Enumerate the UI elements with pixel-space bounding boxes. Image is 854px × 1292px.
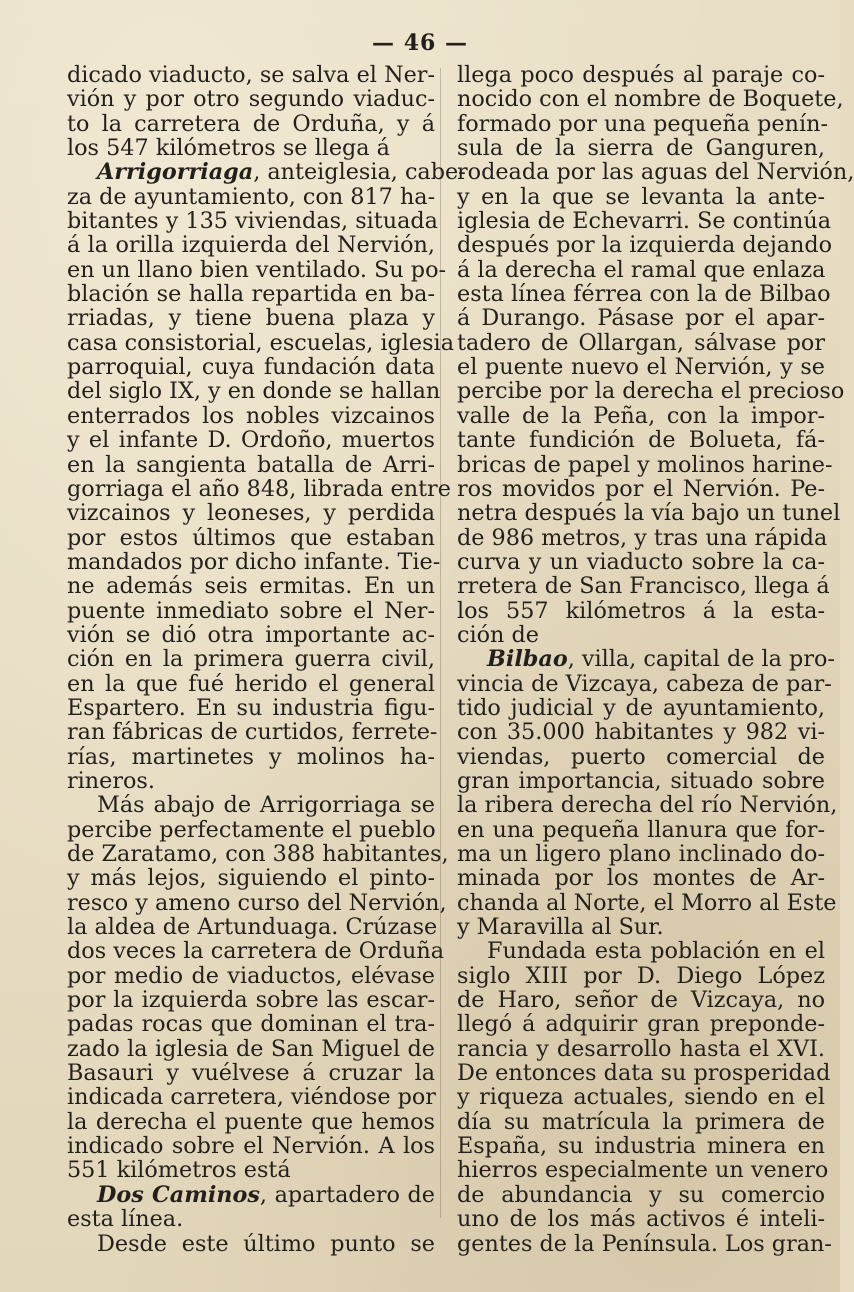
text-line <box>457 573 830 600</box>
text-line <box>67 87 435 111</box>
line-text: indicado sobre el Nervión. A los <box>67 1133 435 1160</box>
text-line <box>457 1134 825 1158</box>
line-text: rodeada por las aguas del Nervión, <box>457 159 854 186</box>
text-line <box>457 477 825 501</box>
line-text: y en la que se levanta la ante- <box>457 183 825 210</box>
text-line <box>457 355 825 379</box>
text-line <box>457 63 825 87</box>
line-text: rancia y desarrollo hasta el XVI. <box>457 1035 825 1062</box>
line-text: minada por los montes de Ar- <box>457 865 825 892</box>
text-line <box>67 112 435 136</box>
text-line <box>67 719 438 746</box>
text-line <box>457 670 832 697</box>
text-line <box>67 841 449 867</box>
text-line <box>457 1230 832 1257</box>
text-line <box>67 647 435 671</box>
line-text: percibe por la derecha el precioso <box>457 378 845 405</box>
text-line <box>67 623 435 647</box>
text-line <box>67 208 438 235</box>
line-text: á la orilla izquierda del Nervión, <box>67 232 435 259</box>
text-line <box>457 378 845 405</box>
line-text: uno de los más activos é inteli- <box>457 1206 825 1233</box>
line-text: ción de <box>457 621 539 648</box>
text-line <box>457 1060 831 1087</box>
line-text: ros movidos por el Nervión. Pe- <box>457 475 825 502</box>
line-text: vizcainos y leoneses, y perdida <box>67 500 435 527</box>
text-line <box>67 355 435 379</box>
line-text: ción en la primera guerra civil, <box>67 646 435 673</box>
line-text: ma un ligero plano inclinado do- <box>457 841 825 867</box>
line-text: de Haro, señor de Vizcaya, no <box>457 987 825 1014</box>
line-text: puente inmediato sobre el Ner- <box>67 597 435 624</box>
text-line <box>67 1085 435 1109</box>
text-line <box>457 86 844 113</box>
line-text: en una pequeña llanura que for- <box>457 816 825 843</box>
right-column <box>457 62 854 1257</box>
line-text: por estos últimos que estaban <box>67 524 435 551</box>
line-text: del siglo IX, y en donde se hallan <box>67 378 441 405</box>
text-line <box>67 233 435 257</box>
text-line <box>457 939 825 963</box>
place-name: Arrigorriaga <box>97 159 254 186</box>
text-line <box>67 1110 435 1134</box>
text-line <box>457 769 825 793</box>
text-line <box>67 988 435 1012</box>
text-line <box>67 793 435 817</box>
line-text: mandados por dicho infante. Tie- <box>67 548 441 575</box>
line-text: día su matrícula la primera de <box>457 1108 825 1135</box>
line-text: á la derecha el ramal que enlaza <box>457 256 826 283</box>
line-text: tante fundición de Bolueta, fá- <box>457 427 825 454</box>
text-line <box>457 1085 825 1109</box>
line-text: iglesia de Echevarri. Se continúa <box>457 208 832 235</box>
text-line <box>67 1134 435 1158</box>
text-line <box>457 915 825 939</box>
line-text: vincia de Vizcaya, cabeza de par- <box>457 670 832 697</box>
left-column <box>67 62 466 1257</box>
place-name: Bilbao <box>487 646 568 673</box>
line-text: casa consistorial, escuelas, iglesia <box>67 329 454 356</box>
text-line <box>67 136 435 160</box>
line-text: gorriaga el año 848, librada entre <box>67 475 451 502</box>
line-text: vión y por otro segundo viaduc- <box>67 86 435 113</box>
line-text: Desde este último punto se <box>97 1230 435 1257</box>
text-line <box>457 842 825 866</box>
text-line <box>457 792 838 819</box>
text-line <box>67 1183 435 1207</box>
line-text: por medio de viaductos, elévase <box>67 962 435 989</box>
text-line <box>67 889 447 916</box>
line-text: y Maravilla al Sur. <box>457 914 664 941</box>
line-text: de 986 metros, y tras una rápida <box>457 524 828 551</box>
line-text: vión se dió otra importante ac- <box>67 621 435 648</box>
text-line <box>457 232 833 259</box>
text-line <box>67 769 435 793</box>
text-line <box>457 623 825 647</box>
line-text: enterrados los nobles vizcainos <box>67 402 435 429</box>
text-line <box>67 475 451 502</box>
text-line <box>67 63 435 87</box>
text-line <box>67 501 435 525</box>
line-text: indicada carretera, viéndose por <box>67 1084 436 1111</box>
line-text: tadero de Ollargan, sálvase por <box>457 329 825 356</box>
text-line <box>457 599 825 623</box>
text-line <box>67 1012 435 1036</box>
column-divider <box>440 68 441 1218</box>
text-line <box>67 1207 435 1231</box>
line-text: llega poco después al paraje co- <box>457 62 825 88</box>
text-line <box>67 548 441 575</box>
text-line <box>67 1061 435 1085</box>
line-text: de abundancia y su comercio <box>457 1181 825 1208</box>
text-line <box>67 428 435 452</box>
line-text: llegó á adquirir gran preponde- <box>457 1011 825 1038</box>
text-line <box>67 404 435 428</box>
line-text: siglo XIII por D. Diego López <box>457 962 825 989</box>
line-text: parroquial, cuya fundación data <box>67 354 435 381</box>
line-text: después por la izquierda dejando <box>457 232 833 259</box>
text-line <box>67 745 435 769</box>
text-line <box>457 866 825 890</box>
line-text: España, su industria minera en <box>457 1133 825 1160</box>
line-text: en la que fué herido el general <box>67 670 435 697</box>
page-number: — 46 — <box>372 30 468 56</box>
line-text: , apartadero de <box>259 1181 435 1208</box>
line-text: la ribera derecha del río Nervión, <box>457 792 838 819</box>
line-text: chanda al Norte, el Morro al Este <box>457 889 837 916</box>
text-line <box>457 1207 825 1231</box>
text-line <box>457 258 825 282</box>
text-line <box>457 550 825 574</box>
line-text: gran importancia, situado sobre <box>457 767 825 794</box>
line-text: y más lejos, siguiendo el pinto- <box>67 865 435 892</box>
text-line <box>67 256 447 283</box>
text-line <box>457 988 825 1012</box>
line-text: dos veces la carretera de Orduña <box>67 938 445 965</box>
line-text: rías, martinetes y molinos ha- <box>67 743 435 770</box>
line-text: el puente nuevo el Nervión, y se <box>457 354 825 381</box>
line-text: viendas, puerto comercial de <box>457 743 825 770</box>
text-line <box>67 453 435 477</box>
line-text: Fundada esta población en el <box>487 938 825 965</box>
line-text: sula de la sierra de Ganguren, <box>457 135 825 162</box>
text-line <box>67 1232 435 1256</box>
line-text: bricas de papel y molinos harine- <box>457 451 833 478</box>
line-text: blación se halla repartida en ba- <box>67 281 435 308</box>
line-text: la aldea de Artunduaga. Crúzase <box>67 914 438 941</box>
text-line <box>67 866 435 890</box>
line-text: por la izquierda sobre las escar- <box>67 987 435 1014</box>
line-text: percibe perfectamente el pueblo <box>67 816 436 843</box>
text-line <box>457 404 825 428</box>
line-text: la derecha el puente que hemos <box>67 1108 435 1135</box>
text-line <box>457 451 833 478</box>
line-text: tido judicial y de ayuntamiento, <box>457 694 825 721</box>
text-line <box>457 110 828 137</box>
text-line <box>67 1037 435 1061</box>
line-text: bitantes y 135 viviendas, situada <box>67 208 438 235</box>
text-line <box>457 720 825 744</box>
line-text: y el infante D. Ordoño, muertos <box>67 427 435 454</box>
text-line <box>67 599 435 623</box>
text-line <box>457 818 825 842</box>
line-text: Basauri y vuélvese á cruzar la <box>67 1060 435 1087</box>
line-text: en la sangienta batalla de Arri- <box>67 451 435 478</box>
text-line <box>457 646 835 673</box>
line-text: los 557 kilómetros á la esta- <box>457 597 825 624</box>
text-line <box>457 306 825 330</box>
line-text: zado la iglesia de San Miguel de <box>67 1035 435 1062</box>
text-line <box>67 818 435 842</box>
line-text: padas rocas que dominan el tra- <box>67 1011 435 1038</box>
text-line <box>67 159 466 186</box>
line-text: , anteiglesia, cabe- <box>253 159 466 186</box>
text-line <box>457 500 841 527</box>
text-line <box>67 574 435 598</box>
line-text: ran fábricas de curtidos, ferrete- <box>67 719 438 746</box>
line-text: Más abajo de Arrigorriaga se <box>97 792 435 819</box>
line-text: gentes de la Península. Los gran- <box>457 1230 832 1257</box>
line-text: rriadas, y tiene buena plaza y <box>67 305 435 332</box>
text-line <box>457 1012 825 1036</box>
line-text: en un llano bien ventilado. Su po- <box>67 256 447 283</box>
line-text: za de ayuntamiento, con 817 ha- <box>67 183 436 210</box>
line-text: resco y ameno curso del Nervión, <box>67 889 447 916</box>
line-text: los 547 kilómetros se llega á <box>67 135 390 162</box>
line-text: ne además seis ermitas. En un <box>67 573 435 600</box>
text-line <box>67 185 435 209</box>
line-text: valle de la Peña, con la impor- <box>457 402 825 429</box>
line-text: con 35.000 habitantes y 982 vi- <box>457 719 825 746</box>
text-line <box>457 696 825 720</box>
text-line <box>457 889 837 916</box>
text-line <box>457 281 831 308</box>
text-line <box>67 964 435 988</box>
text-line <box>457 745 825 769</box>
line-text: curva y un viaducto sobre la ca- <box>457 548 825 575</box>
text-line <box>67 378 441 405</box>
text-line <box>67 329 454 356</box>
text-line <box>457 331 825 355</box>
line-text: nocido con el nombre de Boquete, <box>457 86 844 113</box>
place-name: Dos Caminos <box>97 1181 260 1208</box>
line-text: netra después la vía bajo un tunel <box>457 500 841 527</box>
text-line <box>457 159 854 186</box>
line-text: rretera de San Francisco, llega á <box>457 573 830 600</box>
line-text: y riqueza actuales, siendo en el <box>457 1084 825 1111</box>
line-text: 551 kilómetros está <box>67 1157 291 1184</box>
text-line <box>67 526 435 550</box>
text-line <box>457 185 825 209</box>
line-text: á Durango. Pásase por el apar- <box>457 305 825 332</box>
line-text: esta línea. <box>67 1206 184 1233</box>
text-line <box>67 696 435 720</box>
line-text: formado por una pequeña penín- <box>457 110 828 137</box>
text-line <box>67 1158 435 1182</box>
line-text: hierros especialmente un venero <box>457 1157 829 1184</box>
text-line <box>457 1110 825 1134</box>
line-text: esta línea férrea con la de Bilbao <box>457 281 831 308</box>
line-text: dicado viaducto, se salva el Ner- <box>67 62 435 88</box>
line-text: rineros. <box>67 767 155 794</box>
line-text: , villa, capital de la pro- <box>567 646 835 673</box>
text-line <box>67 938 445 965</box>
text-line <box>457 136 825 160</box>
line-text: to la carretera de Orduña, y á <box>67 110 435 137</box>
text-line <box>457 1157 829 1184</box>
text-line <box>457 524 828 551</box>
text-line <box>457 428 825 452</box>
text-line <box>457 1037 825 1061</box>
text-line <box>457 1183 825 1207</box>
text-line <box>67 306 435 330</box>
text-line <box>67 672 435 696</box>
text-line <box>457 964 825 988</box>
line-text: De entonces data su prosperidad <box>457 1060 831 1087</box>
text-line <box>67 914 438 941</box>
text-line <box>67 282 435 306</box>
text-line <box>457 208 832 235</box>
line-text: Espartero. En su industria figu- <box>67 694 435 721</box>
line-text: de Zaratamo, con 388 habitantes, <box>67 841 449 867</box>
